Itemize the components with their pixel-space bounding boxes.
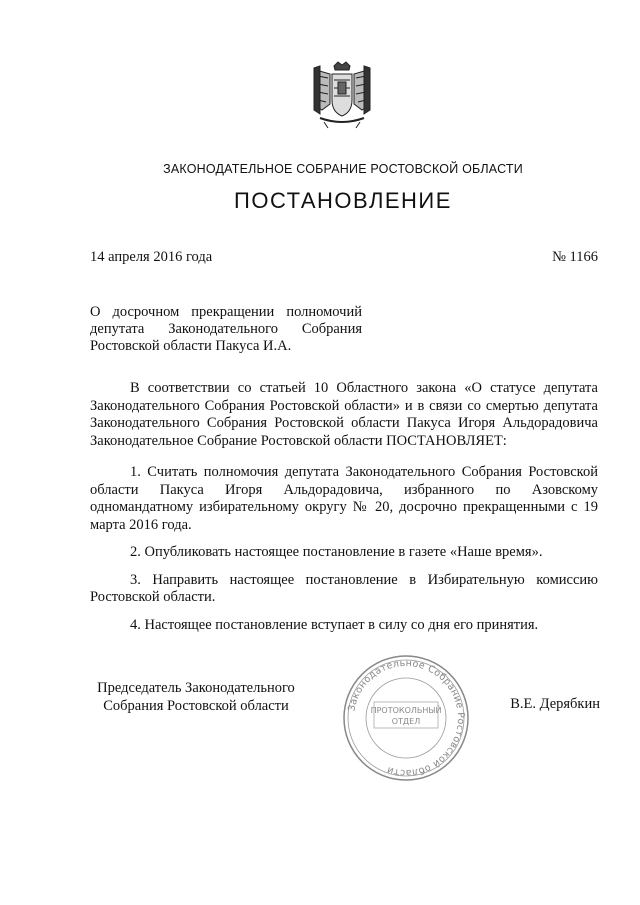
signatory-title: [90, 680, 302, 715]
signatory-name: В.Е. Дерябкин: [510, 696, 600, 712]
resolution-item-2: 2. Опубликовать настоящее постановление в газете «Наше время».: [130, 544, 543, 560]
signatory-title-line-2: Собрания Ростовской области: [103, 697, 289, 714]
subject-line-1: О досрочном прекращении полномочий: [90, 304, 362, 320]
document-type-title: ПОСТАНОВЛЕНИЕ: [234, 188, 452, 213]
preamble-paragraph: В соответствии со статьей 10 Областного закона «О статусе депутата Законодательного Собрания Ростовской области» и в связи со смертью депутата Законодательного Собрания Ростовской области Пакуса Игоря Альдорадовича Законодательное Собрание Ростовской области ПОСТАНОВЛЯЕТ:: [90, 380, 598, 449]
document-date: 14 апреля 2016 года: [90, 249, 213, 265]
official-stamp: [340, 652, 472, 784]
resolution-item-3: 3. Направить настоящее постановление в Избирательную комиссию Ростовской области.: [90, 571, 598, 605]
resolution-item-4: 4. Настоящее постановление вступает в силу со дня его принятия.: [130, 616, 539, 633]
coat-of-arms-icon: [312, 60, 372, 130]
resolution-item-1: 1. Считать полномочия депутата Законодательного Собрания Ростовской области Пакуса Игоря Альдорадовича, избранного по Азовскому одномандатному избирательному округу № 20, досрочно прекращенными с 19 марта 2016 года.: [90, 464, 598, 533]
svg-text:Законодательное Собрание Росто: Законодательное Собрание Ростовской области: [346, 657, 467, 779]
stamp-inner-line-1: ПРОТОКОЛЬНЫЙ: [370, 706, 442, 715]
document-number: № 1166: [552, 249, 598, 265]
subject-line-2: депутата Законодательного Собрания: [90, 321, 362, 337]
organization-name: ЗАКОНОДАТЕЛЬНОЕ СОБРАНИЕ РОСТОВСКОЙ ОБЛАСТИ: [163, 162, 523, 176]
signatory-title-line-1: Председатель Законодательного: [97, 680, 295, 696]
document-subject: [90, 304, 362, 355]
subject-line-3: Ростовской области Пакуса И.А.: [90, 338, 292, 354]
document-body: [90, 380, 598, 634]
stamp-inner-line-2: ОТДЕЛ: [391, 717, 421, 726]
